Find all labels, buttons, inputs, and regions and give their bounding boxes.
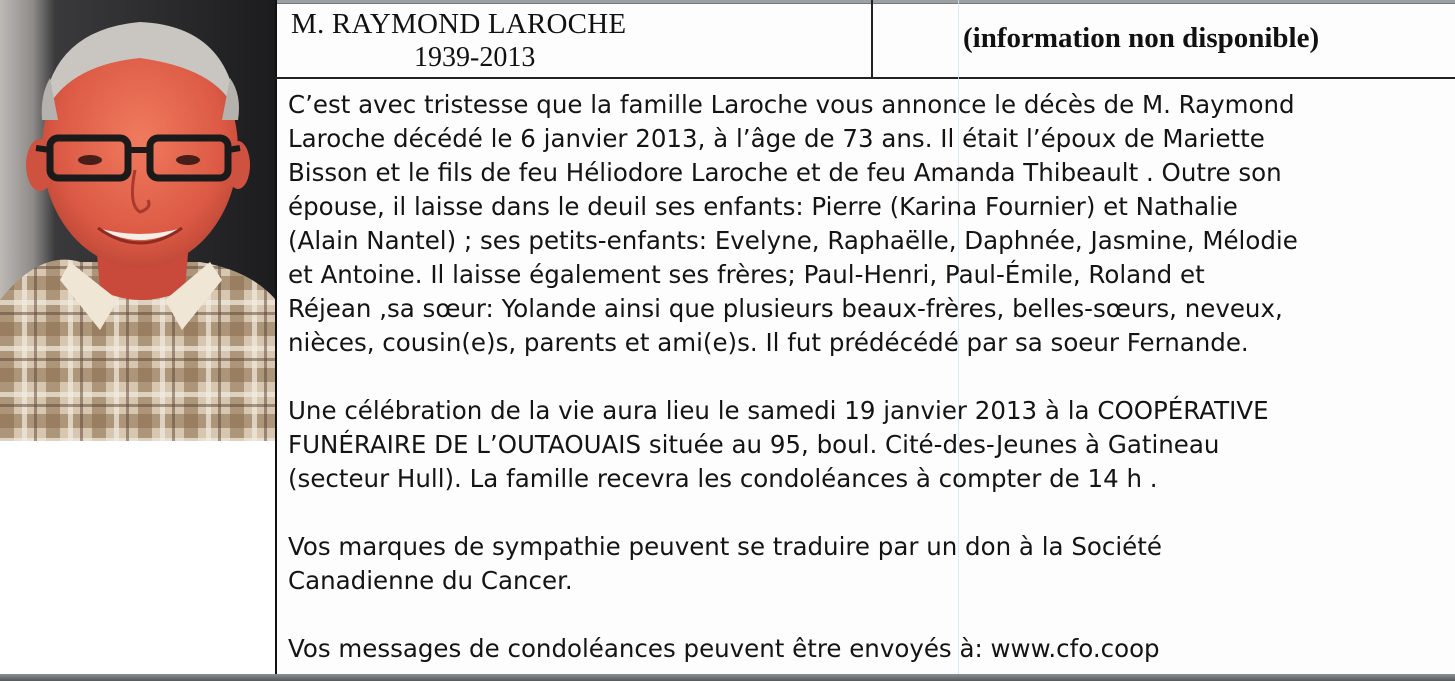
header-bottom-border <box>275 77 1455 79</box>
text-line: Bisson et le fils de feu Héliodore Laroche et de feu Amanda Thibeault . Outre son <box>288 158 1282 187</box>
text-line: (secteur Hull). La famille recevra les condoléances à compter de 14 h . <box>288 464 1158 493</box>
portrait-photo <box>0 0 276 441</box>
scan-bottom-edge <box>0 674 1455 681</box>
header-divider <box>871 0 873 78</box>
text-line: C’est avec tristesse que la famille Laroche vous annonce le décès de M. Raymond <box>288 90 1295 119</box>
portrait-illustration <box>0 0 276 441</box>
deceased-name: M. RAYMOND LAROCHE <box>291 8 627 40</box>
text-line: Vos messages de condoléances peuvent être envoyés à: www.cfo.coop <box>288 634 1160 663</box>
left-column-divider <box>275 0 277 674</box>
text-line: et Antoine. Il laisse également ses frères; Paul-Henri, Paul-Émile, Roland et <box>288 260 1205 289</box>
header-top-border <box>275 3 1455 4</box>
paragraph-gap <box>288 360 1448 394</box>
text-line: (Alain Nantel) ; ses petits-enfants: Evelyne, Raphaëlle, Daphnée, Jasmine, Mélodie <box>288 226 1298 255</box>
text-line: FUNÉRAIRE DE L’OUTAOUAIS située au 95, boul. Cité-des-Jeunes à Gatineau <box>288 430 1220 459</box>
paragraph-announcement <box>288 88 1448 360</box>
paragraph-celebration <box>288 394 1448 496</box>
text-line: Vos marques de sympathie peuvent se traduire par un don à la Société <box>288 532 1162 561</box>
text-line: Une célébration de la vie aura lieu le samedi 19 janvier 2013 à la COOPÉRATIVE <box>288 396 1269 425</box>
text-line: nièces, cousin(e)s, parents et ami(e)s. Il fut prédécédé par sa soeur Fernande. <box>288 328 1249 357</box>
text-line: Réjean ,sa sœur: Yolande ainsi que plusieurs beaux-frères, belles-sœurs, neveux, <box>288 294 1283 323</box>
paragraph-condolences <box>288 632 1448 666</box>
paragraph-donation <box>288 530 1448 598</box>
paragraph-gap <box>288 598 1448 632</box>
info-unavailable-note: (information non disponible) <box>963 22 1320 54</box>
text-line: Laroche décédé le 6 janvier 2013, à l’âge de 73 ans. Il était l’époux de Mariette <box>288 124 1265 153</box>
life-years: 1939-2013 <box>414 42 536 73</box>
obituary-body <box>288 88 1448 666</box>
text-line: épouse, il laisse dans le deuil ses enfants: Pierre (Karina Fournier) et Nathalie <box>288 192 1238 221</box>
photo-blank-area <box>0 441 276 674</box>
text-line: Canadienne du Cancer. <box>288 566 573 595</box>
paragraph-gap <box>288 496 1448 530</box>
